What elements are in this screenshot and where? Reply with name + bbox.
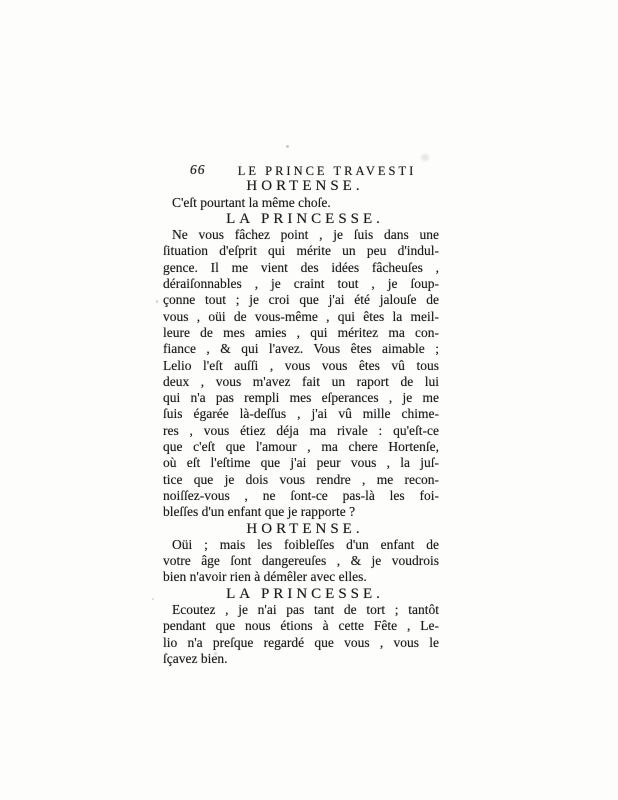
- scan-speck: [214, 652, 217, 655]
- dialogue-line: leure de mes amies , qui méritez ma con-: [163, 324, 439, 340]
- dialogue-line: Oüi ; mais les foibleſſes d'un enfant de: [172, 536, 439, 552]
- scan-speck: [156, 300, 158, 303]
- page-number: 66: [190, 162, 206, 177]
- dialogue-line: deux , vous m'avez fait un raport de lui: [163, 373, 439, 389]
- dialogue-line: ſçavez bien.: [163, 650, 228, 666]
- scan-speck: [286, 145, 289, 148]
- text-block: [163, 162, 439, 667]
- running-title: LE PRINCE TRAVESTI: [237, 163, 417, 178]
- dialogue-line: Ne vous fâchez point , je ſuis dans une: [172, 227, 439, 243]
- dialogue-line: çonne tout ; je croi que j'ai été jalouſe de: [163, 292, 439, 308]
- scan-speck: [152, 598, 154, 600]
- speaker-heading-la-princesse: LA PRINCESSE.: [226, 210, 384, 227]
- dialogue-line: gence. Il me vient des idées fâcheuſes ,: [163, 259, 439, 275]
- dialogue-line: Ecoutez , je n'ai pas tant de tort ; tantôt: [172, 602, 439, 618]
- speaker-heading-hortense: HORTENSE.: [246, 178, 364, 195]
- running-header: [163, 162, 439, 178]
- dialogue-line: bien n'avoir rien à démêler avec elles.: [163, 569, 367, 585]
- dialogue-line: vous , oüi de vous-même , qui êtes la meil-: [163, 308, 439, 324]
- dialogue-line: qui n'a pas rempli mes eſperances , je me: [163, 390, 439, 406]
- dialogue-line: Lelio l'eſt auſſi , vous vous êtes vû tous: [163, 357, 439, 373]
- dialogue-line: que c'eſt que l'amour , ma chere Hortenſe,: [163, 439, 439, 455]
- dialogue-line: pendant que nous étions à cette Fête , Le-: [163, 618, 439, 634]
- dialogue-line: votre âge ſont dangereuſes , & je voudrois: [163, 553, 439, 569]
- dialogue-line: tice que je dois vous rendre , me recon-: [163, 471, 439, 487]
- dialogue-line: bleſſes d'un enfant que je rapporte ?: [163, 504, 356, 520]
- dialogue-line: C'eſt pourtant la même choſe.: [172, 194, 331, 210]
- dialogue-line: ſituation d'eſprit qui mérite un peu d'indul-: [163, 243, 439, 259]
- dialogue-line: noiſſez-vous , ne ſont-ce pas-là les foi-: [163, 487, 439, 503]
- scan-smudge: [421, 154, 429, 161]
- dialogue-line: lio n'a preſque regardé que vous , vous le: [163, 634, 439, 650]
- dialogue-line: ſuis égarée là-deſſus , j'ai vû mille chime-: [163, 406, 439, 422]
- dialogue-line: déraiſonnables , je craint tout , je ſoup-: [163, 276, 439, 292]
- dialogue-line: fiance , & qui l'avez. Vous êtes aimable ;: [163, 341, 439, 357]
- speaker-heading-hortense: HORTENSE.: [246, 520, 364, 537]
- dialogue-line: où eſt l'eſtime que j'ai peur vous , la juſ-: [163, 455, 439, 471]
- dialogue-line: res , vous étiez déja ma rivale : qu'eſt-ce: [163, 422, 439, 438]
- speaker-heading-la-princesse: LA PRINCESSE.: [226, 585, 384, 602]
